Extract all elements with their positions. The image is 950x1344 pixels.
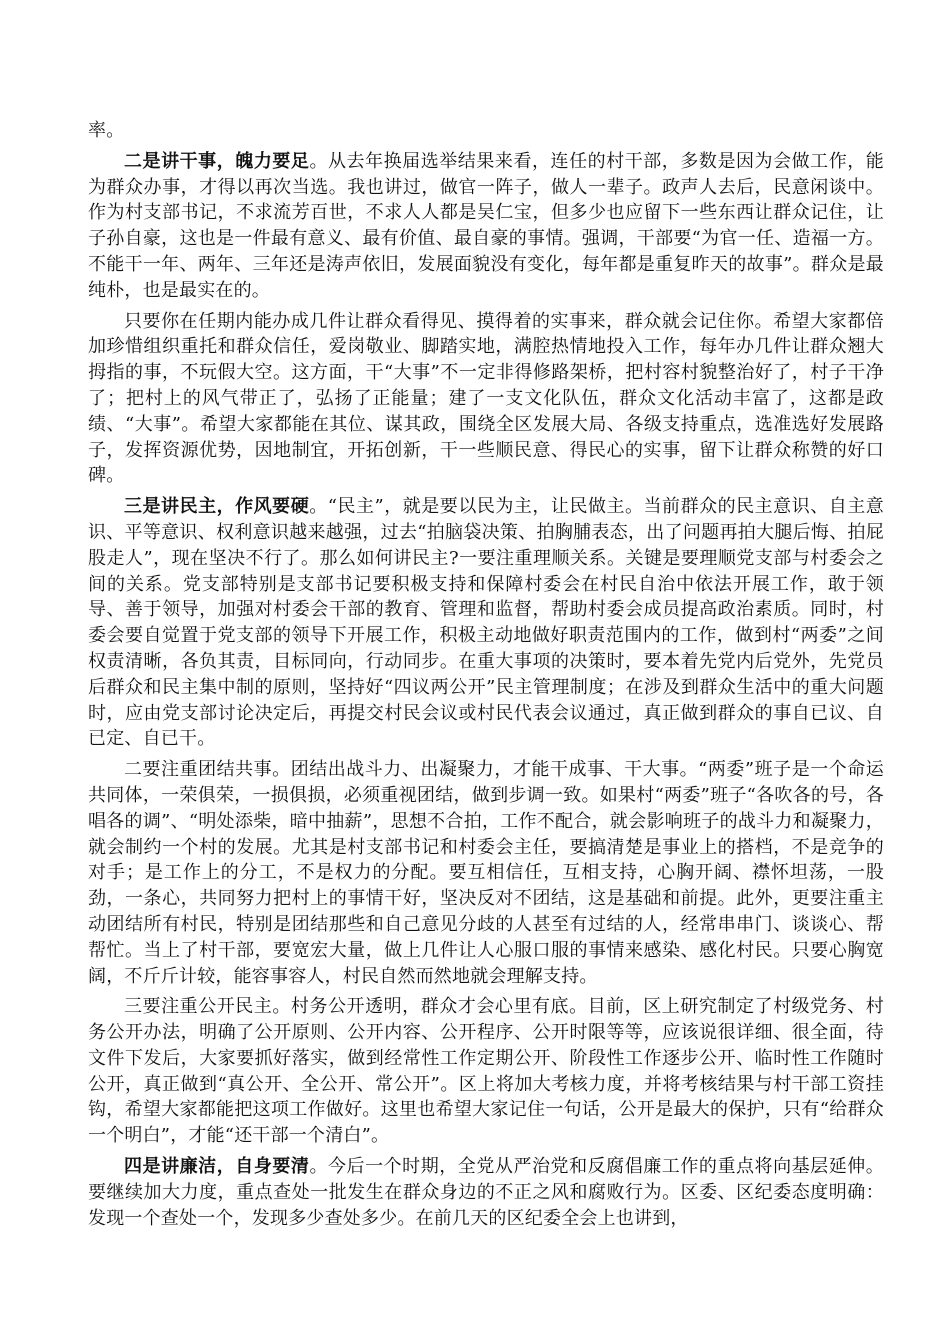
paragraph-heading: 三是讲民主，作风要硬 (124, 496, 310, 518)
document-body (88, 118, 884, 1236)
paragraph (88, 757, 884, 989)
paragraph-point-three (88, 494, 884, 752)
paragraph-text: 。从去年换届选举结果来看，连任的村干部，多数是因为会做工作，能为群众办事，才得以再次当选。我也讲过，做官一阵子，做人一辈子。政声人去后，民意闲谈中。作为村支部书记，不求流芳百世，不求人人都是吴仁宝，但多少也应留下一些东西让群众记住，让子孙自豪，这也是一件最有意义、最有价值、最自豪的事情。强调，干部要“为官一任、造福一方。不能干一年、两年、三年还是涛声依旧，发展面貌没有变化，每年都是重复昨天的故事”。群众是最纯朴，也是最实在的。 (88, 150, 884, 301)
paragraph-text: 。今后一个时期，全党从严治党和反腐倡廉工作的重点将向基层延伸。要继续加大力度，重点查处一批发生在群众身边的不正之风和腐败行为。区委、区纪委态度明确：发现一个查处一个，发现多少查处多少。在前几天的区纪委全会上也讲到， (88, 1156, 884, 1229)
paragraph (88, 994, 884, 1149)
paragraph-point-four (88, 1154, 884, 1231)
paragraph-text: 三要注重公开民主。村务公开透明，群众才会心里有底。目前，区上研究制定了村级党务、村务公开办法，明确了公开原则、公开内容、公开程序、公开时限等等，应该说很详细、很全面，待文件下发后，大家要抓好落实，做到经常性工作定期公开、阶段性工作逐步公开、临时性工作随时公开，真正做到“真公开、全公开、常公开”。区上将加大考核力度，并将考核结果与村干部工资挂钩，希望大家都能把这项工作做好。这里也希望大家记住一句话，公开是最大的保护，只有“给群众一个明白”，才能“还干部一个清白”。 (88, 996, 884, 1147)
paragraph-point-two (88, 149, 884, 304)
paragraph-text: 二要注重团结共事。团结出战斗力、出凝聚力，才能干成事、干大事。“两委”班子是一个命运共同体，一荣俱荣，一损俱损，必须重视团结，做到步调一致。如果村“两委”班子“各吹各的号，各唱各的调”、“明处添柴，暗中抽薪”，思想不合拍，工作不配合，就会影响班子的战斗力和凝聚力，就会制约一个村的发展。尤其是村支部书记和村委会主任，要搞清楚是事业上的搭档，不是竞争的对手；是工作上的分工，不是权力的分配。要互相信任，互相支持，心胸开阔、襟怀坦荡，一股劲，一条心，共同努力把村上的事情干好，坚决反对不团结，这是基础和前提。此外，更要注重主动团结所有村民，特别是团结那些和自己意见分歧的人甚至有过结的人，经常串串门、谈谈心、帮帮忙。当上了村干部，要宽宏大量，做上几件让人心服口服的事情来感染、感化村民。只要心胸宽阔，不斤斤计较，能容事容人，村民自然而然地就会理解支持。 (88, 759, 884, 987)
paragraph-continuation (88, 118, 884, 144)
paragraph (88, 309, 884, 490)
paragraph-text: 。“民主”，就是要以民为主，让民做主。当前群众的民主意识、自主意识、平等意识、权利意识越来越强，过去“拍脑袋决策、拍胸脯表态，出了问题再拍大腿后悔、拍屁股走人”，现在坚决不行了。那么如何讲民主?一要注重理顺关系。关键是要理顺党支部与村委会之间的关系。党支部特别是支部书记要积极支持和保障村委会在村民自治中依法开展工作，敢于领导、善于领导，加强对村委会干部的教育、管理和监督，帮助村委会成员提高政治素质。同时，村委会要自觉置于党支部的领导下开展工作，积极主动地做好职责范围内的工作，做到村“两委”之间权责清晰，各负其责，目标同向，行动同步。在重大事项的决策时，要本着先党内后党外，先党员后群众和民主集中制的原则，坚持好“四议两公开”民主管理制度；在涉及到群众生活中的重大问题时，应由党支部讨论决定后，再提交村民会议或村民代表会议通过，真正做到群众的事自已议、自已定、自已干。 (88, 496, 884, 750)
paragraph-text: 率。 (88, 120, 125, 141)
paragraph-heading: 二是讲干事，魄力要足 (124, 150, 310, 172)
paragraph-heading: 四是讲廉洁，自身要清 (124, 1156, 310, 1178)
paragraph-text: 只要你在任期内能办成几件让群众看得见、摸得着的实事来，群众就会记住你。希望大家都倍加珍惜组织重托和群众信任，爱岗敬业、脚踏实地，满腔热情地投入工作，每年办几件让群众翘大拇指的事，不玩假大空。这方面，干“大事”不一定非得修路架桥，把村容村貌整治好了，村子干净了；把村上的风气带正了，弘扬了正能量；建了一支文化队伍，群众文化活动丰富了，这都是政绩、“大事”。希望大家都能在其位、谋其政，围绕全区发展大局、各级支持重点，选准选好发展路子，发挥资源优势，因地制宜，开拓创新，干一些顺民意、得民心的实事，留下让群众称赞的好口碑。 (88, 310, 884, 487)
